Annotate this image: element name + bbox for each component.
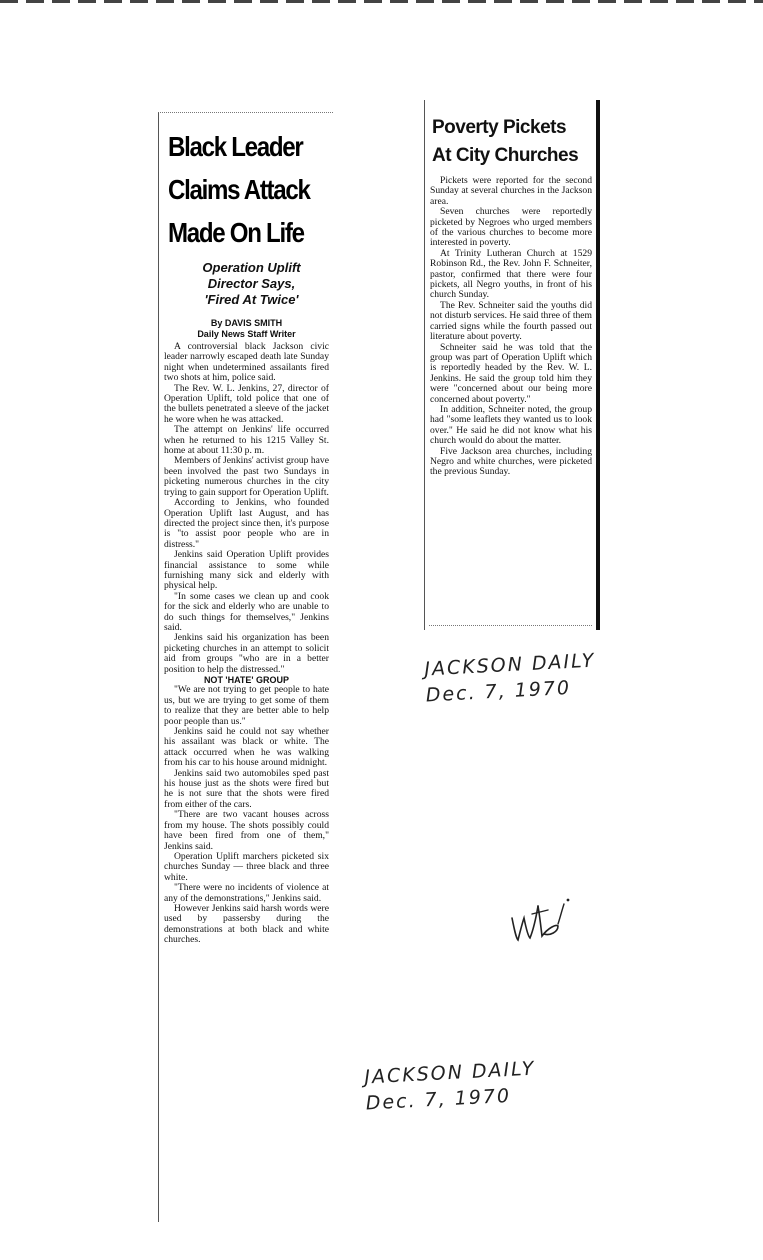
- right-paragraph: Seven churches were reportedly picketed by Negroes who urged members of the various churches to become more interested in poverty.: [430, 206, 592, 249]
- left-headline: [168, 125, 331, 254]
- right-article-clipping: [424, 100, 600, 630]
- right-paragraph: The Rev. Schneiter said the youths did not disturb services. He said three of them carried signs while the fourth passed out literature about poverty.: [430, 299, 592, 343]
- right-paragraph: Five Jackson area churches, including Negro and white churches, were picketed the previous Sunday.: [430, 445, 592, 478]
- left-paragraph: "There are two vacant houses across from my house. The shots possibly could have been fired from one of them," Jenkins said.: [164, 809, 329, 852]
- left-headline-line-2: Claims Attack: [168, 174, 310, 205]
- left-subhead: [164, 260, 329, 308]
- left-subhead-line-1: Operation Uplift: [202, 260, 301, 275]
- left-paragraph: Jenkins said two automobiles sped past his house just as the shots were fired but he is not sure that the shots were fired from either of the cars.: [164, 767, 329, 810]
- byline-role: Daily News Staff Writer: [197, 329, 296, 339]
- top-scan-edge: [0, 0, 763, 3]
- left-headline-line-1: Black Leader: [168, 131, 303, 162]
- handwritten-source-note-bottom: [364, 1056, 538, 1117]
- left-paragraph: A controversial black Jackson civic leader narrowly escaped death late Sunday night when undetermined assailants fired two shots at him, police said.: [164, 341, 329, 384]
- crosshead: NOT 'HATE' GROUP: [203, 675, 290, 685]
- right-paragraph: In addition, Schneiter noted, the group had "some leaflets they wanted us to look over." He said he did not know what his church would do about the matter.: [430, 403, 592, 447]
- left-article-clipping: [158, 112, 333, 1222]
- right-headline-line-1: Poverty Pickets: [432, 117, 567, 138]
- right-paragraph: At Trinity Lutheran Church at 1529 Robinson Rd., the Rev. John F. Schneiter, pastor, confirmed that there were four pickets, all Negro youths, in front of his church Sunday.: [430, 247, 592, 301]
- left-paragraph: Operation Uplift marchers picketed six churches Sunday — three black and three white.: [164, 850, 329, 883]
- left-paragraph: "In some cases we clean up and cook for the sick and elderly who are unable to do such things for themselves," Jenkins said.: [164, 590, 329, 633]
- left-paragraph: However Jenkins said harsh words were used by passersby during the demonstrations at both black and white churches.: [164, 902, 329, 946]
- note-bottom-date: Dec. 7, 1970: [365, 1084, 512, 1115]
- left-paragraph: Jenkins said Operation Uplift provides financial assistance to some while furnishing many sick and elderly with physical help.: [164, 549, 329, 592]
- left-headline-line-3: Made On Life: [168, 217, 304, 248]
- clipping-bottom-edge: [429, 625, 592, 626]
- left-paragraph: Members of Jenkins' activist group have been involved the past two Sundays in picketing numerous churches in the city trying to gain support for Operation Uplift.: [164, 455, 329, 498]
- left-paragraph: According to Jenkins, who founded Operation Uplift last August, and has directed the project since then, it's purpose is "to assist poor people who are in distress.": [164, 497, 329, 550]
- left-paragraph: The Rev. W. L. Jenkins, 27, director of Operation Uplift, told police that one of the bullets penetrated a sleeve of the jacket he wore when he was attacked.: [164, 382, 329, 425]
- note-top-source: JACKSON DAILY: [423, 649, 596, 681]
- left-paragraph: Jenkins said he could not say whether his assailant was black or white. The attack occurred when he was walking from his car to his house around midnight.: [164, 726, 329, 769]
- left-paragraph: The attempt on Jenkins' life occurred when he returned to his 1215 Valley St. home at about 11:30 p. m.: [164, 424, 329, 457]
- handwritten-source-note-top: [424, 648, 598, 709]
- left-article-body: [164, 342, 329, 946]
- right-paragraph: Pickets were reported for the second Sunday at several churches in the Jackson area.: [430, 175, 592, 207]
- right-paragraph: Schneiter said he was told that the group was part of Operation Uplift which is reportedly headed by the Rev. W. L. Jenkins. He said the group told him they were "concerned about our being more concerned about poverty.": [430, 341, 592, 405]
- right-headline: [432, 114, 592, 170]
- note-bottom-source: JACKSON DAILY: [363, 1057, 536, 1089]
- left-subhead-line-2: Director Says,: [207, 276, 296, 291]
- right-article-body: [430, 176, 592, 478]
- left-subhead-line-3: 'Fired At Twice': [204, 292, 299, 307]
- handwritten-initials-signature: [508, 888, 578, 946]
- left-paragraph: "We are not trying to get people to hate us, but we are trying to get some of them to realize that they are better able to help poor people than us.": [164, 684, 329, 727]
- left-paragraph: Jenkins said his organization has been picketing churches in an attempt to solicit aid from groups "who are in a better position to help the distressed.": [164, 632, 329, 675]
- note-top-date: Dec. 7, 1970: [425, 676, 572, 707]
- left-paragraph: "There were no incidents of violence at any of the demonstrations," Jenkins said.: [164, 882, 329, 904]
- right-headline-line-2: At City Churches: [432, 145, 579, 166]
- byline: By DAVIS SMITH: [210, 318, 283, 328]
